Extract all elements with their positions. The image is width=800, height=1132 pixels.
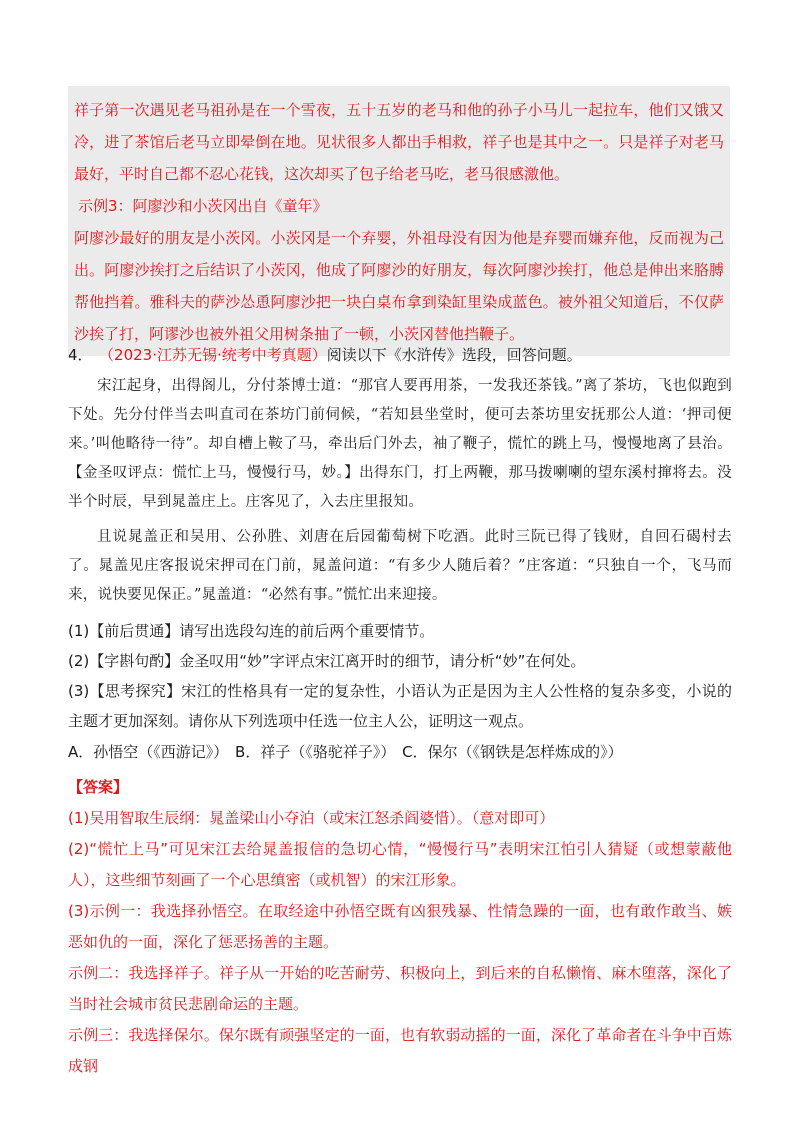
question-source: （2023·江苏无锡·统考中考真题）: [106, 346, 327, 364]
answer-item-1: (1)吴用智取生辰纲：晁盖梁山小夺泊（或宋江怒杀阎婆惜）。（意对即可）: [68, 809, 555, 827]
previous-answer-block: [68, 86, 730, 356]
option-b: B．祥子（《骆驼祥子》）: [235, 743, 396, 761]
question-number: 4．: [68, 346, 93, 364]
sub-question-1: (1)【前后贯通】请写出选段勾连的前后两个重要情节。: [68, 622, 435, 640]
options-line: [68, 736, 732, 768]
answer-paragraph: 阿廖沙最好的朋友是小茨冈。小茨冈是一个弃婴，外祖母没有因为他是弃婴而嫌弃他，反而视为己出。阿廖沙挨打之后结识了小茨冈，他成了阿廖沙的好朋友，每次阿廖沙挨打，他总是伸出来胳膊帮他挡着。雅科夫的萨沙怂恿阿廖沙把一块白桌布拿到染缸里染成蓝色。被外祖父知道后，不仅萨沙挨了打，阿谬沙也被外祖父用树条抽了一顿，小茨冈替他挡鞭子。: [74, 229, 724, 343]
passage-paragraph: 且说晁盖正和吴用、公孙胜、刘唐在后园葡萄树下吃酒。此时三阮已得了钱财，自回石碣村去了。晁盖见庄客报说宋押司在门前，晁盖问道：“有多少人随后着？”庄客道：“只独自一个，飞马而来，说快要见保正。”晁盖道：“必然有事。”慌忙出来迎接。: [68, 529, 732, 603]
sub-question-3: (3)【思考探究】宋江的性格具有一定的复杂性，小语认为正是因为主人公性格的复杂多变，小说的主题才更加深刻。请你从下列选项中任选一位主人公，证明这一观点。: [68, 682, 732, 730]
answer-example-3: 示例三：我选择保尔。保尔既有顽强坚定的一面，也有软弱动摇的一面，深化了革命者在斗争中百炼成钢: [68, 1026, 732, 1075]
option-c: C．保尔（《钢铁是怎样炼成的》）: [402, 743, 623, 761]
answer-item-3: (3)示例一：我选择孙悟空。在取经途中孙悟空既有凶狠残暴、性情急躁的一面，也有敢作敢当、嫉恶如仇的一面，深化了惩恶扬善的主题。: [68, 902, 732, 951]
question-4: [68, 342, 732, 1082]
answer-paragraph: 祥子第一次遇见老马祖孙是在一个雪夜，五十五岁的老马和他的孙子小马儿一起拉车，他们又饿又冷，进了茶馆后老马立即晕倒在地。见状很多人都出手相救，祥子也是其中之一。只是祥子对老马最好，平时自己都不忍心花钱，这次却买了包子给老马吃，老马很感激他。: [74, 101, 724, 183]
sub-question-2: (2)【字斟句酌】金圣叹用“妙”字评点宋江离开时的细节，请分析“妙”在何处。: [68, 652, 586, 670]
option-a: A．孙悟空（《西游记》）: [68, 743, 229, 761]
question-header: [68, 342, 732, 368]
answer-item-2: (2)“慌忙上马”可见宋江去给晁盖报信的急切心情，“慢慢行马”表明宋江怕引人猜疑（或想蒙蔽他人），这些细节刻画了一个心思缜密（或机智）的宋江形象。: [68, 840, 732, 889]
answer-section: [68, 772, 732, 1082]
example-heading: 示例3：阿廖沙和小茨冈出自《童年》: [78, 197, 328, 215]
answer-example-2: 示例二：我选择祥子。祥子从一开始的吃苦耐劳、积极向上，到后来的自私懒惰、麻木堕落，深化了当时社会城市贫民悲剧命运的主题。: [68, 964, 732, 1013]
question-prompt: 阅读以下《水浒传》选段，回答问题。: [326, 346, 582, 364]
passage-paragraph: 宋江起身，出得阁儿，分付茶博士道：“那官人要再用茶，一发我还茶钱。”离了茶坊，飞也似跑到下处。先分付伴当去叫直司在茶坊门前伺候，“若知县坐堂时，便可去茶坊里安抚那公人道：‘押司便来。’叫他略待一待”。却自槽上鞍了马，牵出后门外去，袖了鞭子，慌忙的跳上马，慢慢地离了县治。【金圣叹评点：慌忙上马，慢慢行马，妙。】出得东门，打上两鞭，那马拨喇喇的望东溪村撺将去。没半个时辰，早到晁盖庄上。庄客见了，入去庄里报知。: [68, 378, 732, 510]
answer-label: 【答案】: [68, 778, 129, 796]
